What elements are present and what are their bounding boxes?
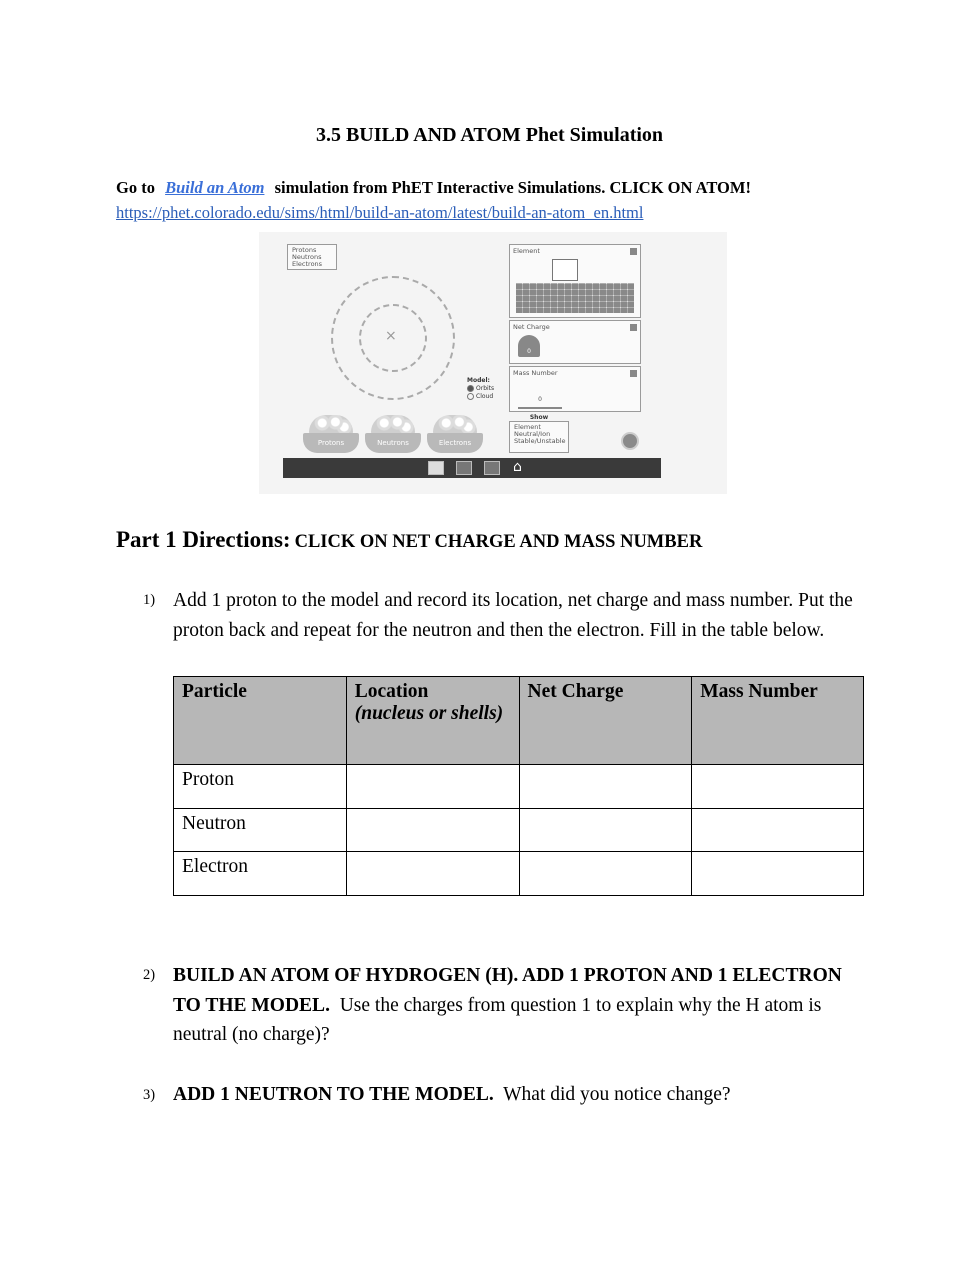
navigation-bar [283, 458, 661, 478]
mass-number-panel [509, 366, 641, 412]
proton-pile[interactable] [309, 415, 353, 435]
cell-location[interactable] [346, 765, 519, 809]
collapse-icon[interactable] [630, 248, 637, 255]
net-charge-panel [509, 320, 641, 364]
show-stable-checkbox[interactable]: Stable/Unstable [514, 437, 566, 445]
collapse-icon[interactable] [630, 370, 637, 377]
symbol-screen-icon[interactable] [456, 461, 472, 475]
element-symbol-box [552, 259, 578, 281]
header-net-charge: Net Charge [519, 677, 692, 765]
charge-value: 0 [527, 348, 531, 355]
particle-legend [287, 244, 337, 270]
cell-location[interactable] [346, 852, 519, 896]
model-label: Model: [467, 377, 490, 384]
goto-text: Go to [116, 178, 155, 197]
intro-after-link: simulation from PhET Interactive Simulations. CLICK ON ATOM! [274, 178, 751, 197]
question-3 [173, 1080, 863, 1110]
question-1-text: Add 1 proton to the model and record its location, net charge and mass number. Put the proton back and repeat for the neutron and then the electron. Fill in the table below. [173, 590, 853, 641]
question-2-text: Use the charges from question 1 to explain why the H atom is neutral (no charge)? [173, 994, 822, 1045]
part1-subtitle: CLICK ON NET CHARGE AND MASS NUMBER [294, 532, 703, 552]
legend-protons: Protons [292, 246, 317, 254]
cell-location[interactable] [346, 808, 519, 852]
legend-electrons: Electrons [292, 260, 323, 268]
row-particle-neutron: Neutron [174, 808, 347, 852]
question-2 [173, 961, 863, 1050]
home-icon[interactable]: ⌂ [513, 459, 522, 475]
question-2-number: 2) [143, 967, 156, 983]
header-location-note: (nucleus or shells) [354, 703, 504, 724]
collapse-icon[interactable] [630, 324, 637, 331]
cell-mass-number[interactable] [692, 808, 864, 852]
protons-bucket[interactable]: Protons [303, 433, 359, 453]
model-option-orbits[interactable] [467, 385, 494, 393]
model-option-orbits-label: Orbits [476, 385, 495, 392]
reset-icon[interactable] [621, 432, 639, 450]
cell-net-charge[interactable] [519, 852, 692, 896]
radio-selected-icon[interactable] [467, 385, 474, 392]
question-3-text: What did you notice change? [503, 1084, 731, 1105]
scale-icon [518, 383, 562, 409]
mass-number-title: Mass Number [513, 369, 558, 377]
table-row [174, 808, 864, 852]
question-3-bold: ADD 1 NEUTRON TO THE MODEL. [173, 1084, 494, 1105]
page-title: 3.5 BUILD AND ATOM Phet Simulation [315, 124, 664, 146]
model-option-cloud-label: Cloud [476, 393, 494, 400]
cell-mass-number[interactable] [692, 852, 864, 896]
show-label: Show [529, 414, 549, 421]
question-2-bold: BUILD AN ATOM OF HYDROGEN (H). ADD 1 PROTON AND 1 ELECTRON TO THE MODEL. [173, 965, 842, 1016]
legend-neutrons: Neutrons [292, 253, 322, 261]
net-charge-title: Net Charge [513, 323, 550, 331]
atom-screen-icon[interactable] [428, 461, 444, 475]
charge-meter-icon [518, 335, 540, 357]
intro-line [116, 178, 751, 198]
show-element-checkbox[interactable]: Element [514, 423, 541, 431]
game-screen-icon[interactable] [484, 461, 500, 475]
header-particle: Particle [174, 677, 347, 765]
neutrons-bucket[interactable]: Neutrons [365, 433, 421, 453]
build-an-atom-link[interactable]: Build an Atom [165, 178, 265, 197]
question-1-number: 1) [143, 592, 156, 608]
show-options [509, 421, 569, 453]
radio-icon[interactable] [467, 393, 474, 400]
header-location [346, 677, 519, 765]
nucleus-marker-icon: × [385, 328, 397, 344]
element-panel [509, 244, 641, 318]
electrons-bucket[interactable]: Electrons [427, 433, 483, 453]
part1-title: Part 1 Directions: [116, 527, 291, 552]
table-row [174, 765, 864, 809]
model-selector [467, 377, 494, 401]
table-header-row [174, 677, 864, 765]
table-row [174, 852, 864, 896]
part1-heading [116, 527, 702, 553]
electron-pile[interactable] [433, 415, 477, 435]
neutron-pile[interactable] [371, 415, 415, 435]
header-mass-number: Mass Number [692, 677, 864, 765]
question-3-number: 3) [143, 1087, 156, 1103]
row-particle-electron: Electron [174, 852, 347, 896]
element-panel-title: Element [513, 247, 540, 255]
results-table [173, 676, 864, 896]
simulation-url-link[interactable]: https://phet.colorado.edu/sims/html/build-an-atom/latest/build-an-atom_en.html [116, 203, 644, 222]
cell-net-charge[interactable] [519, 765, 692, 809]
simulation-screenshot [259, 232, 727, 494]
cell-net-charge[interactable] [519, 808, 692, 852]
show-neutral-ion-checkbox[interactable]: Neutral/Ion [514, 430, 551, 438]
cell-mass-number[interactable] [692, 765, 864, 809]
header-location-label: Location [354, 681, 429, 702]
mass-value: 0 [538, 396, 542, 403]
model-option-cloud[interactable] [467, 393, 494, 401]
row-particle-proton: Proton [174, 765, 347, 809]
periodic-table-grid[interactable] [516, 283, 634, 313]
